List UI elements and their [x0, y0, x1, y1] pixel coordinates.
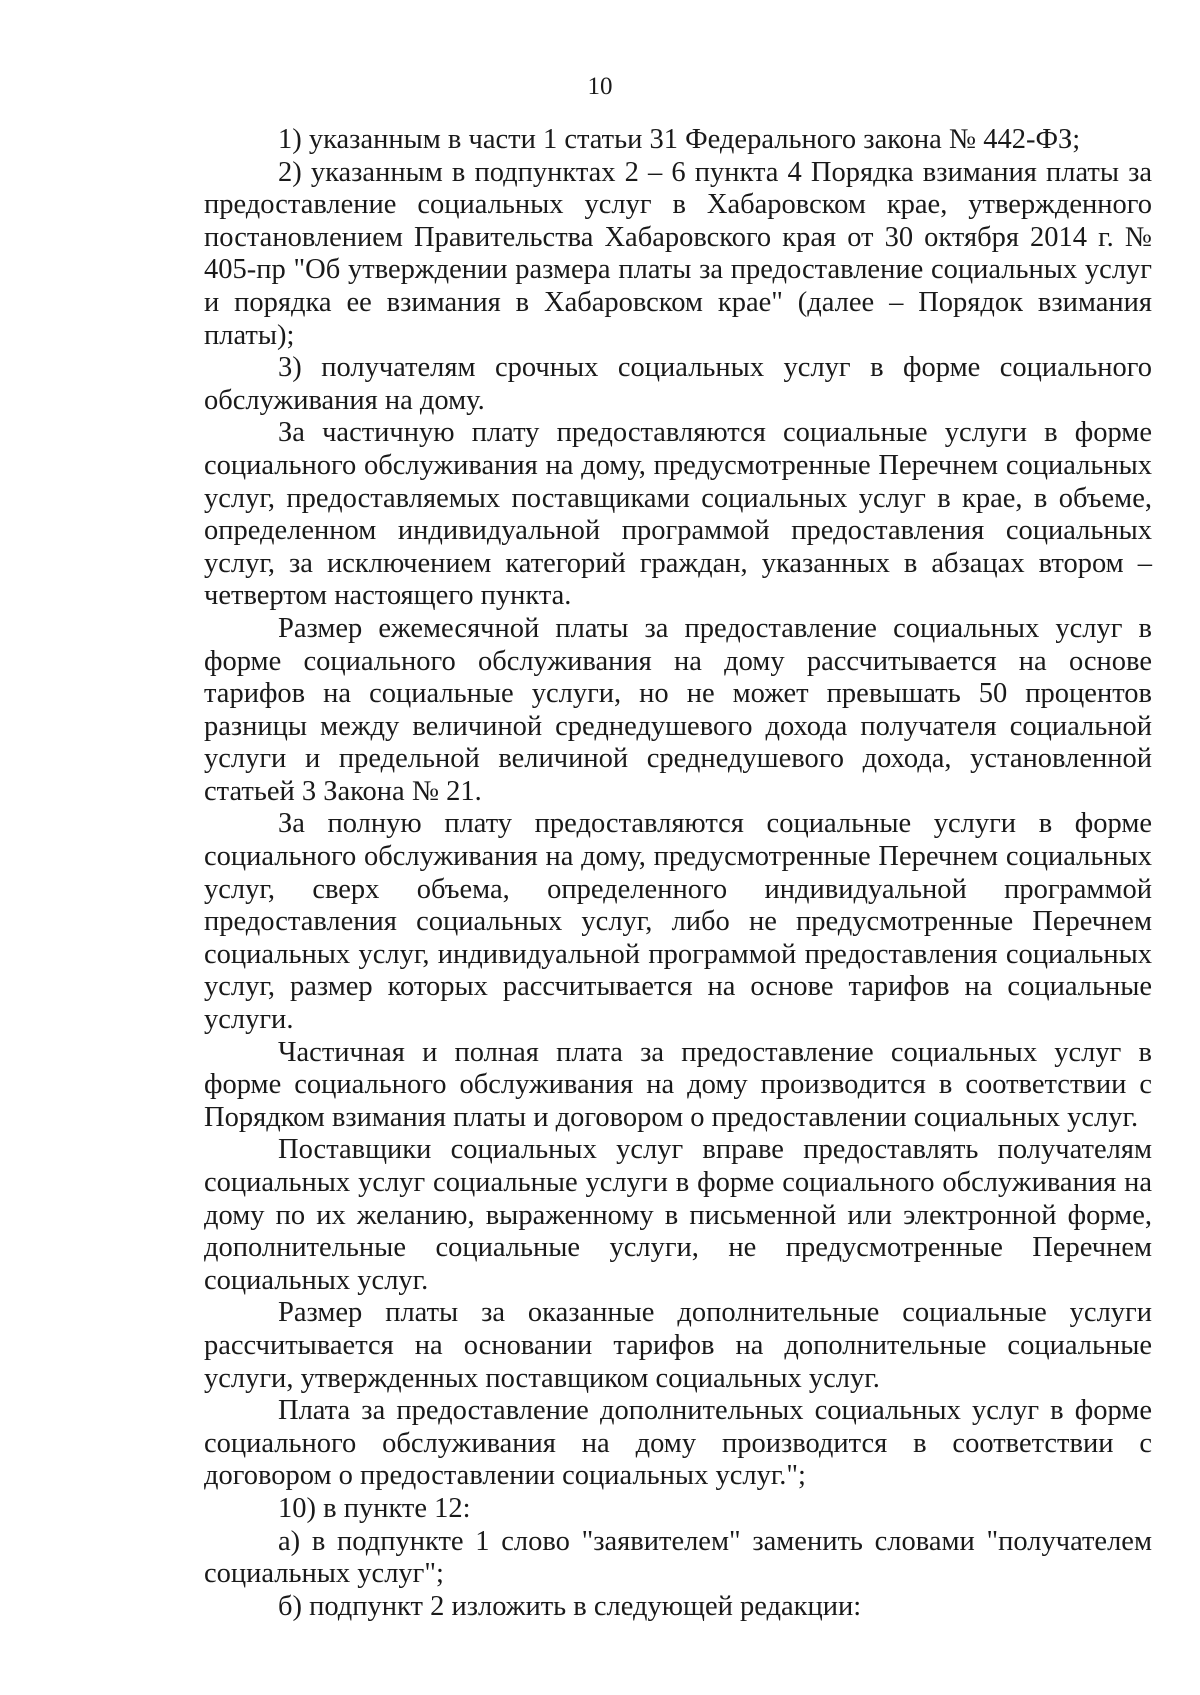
paragraph-item-3: 3) получателям срочных социальных услуг в форме социального обслуживания на дому. — [204, 352, 1152, 416]
paragraph-additional-payment: Плата за предоставление дополнительных социальных услуг в форме социального обслуживания на дому производится в соответствии с договором о предоставлении социальных услуг."; — [204, 1395, 1152, 1492]
paragraph-item-10: 10) в пункте 12: — [278, 1492, 471, 1524]
paragraph-additional-fee: Размер платы за оказанные дополнительные социальные услуги рассчитывается на основании тарифов на дополнительные социальные услуги, утвержденных поставщиком социальных услуг. — [204, 1297, 1152, 1394]
paragraph-subitem-b: б) подпункт 2 изложить в следующей редакции: — [278, 1590, 862, 1622]
paragraph-partial-payment: За частичную плату предоставляются социальные услуги в форме социального обслуживания на дому, предусмотренные Перечнем социальных услуг, предоставляемых поставщиками социальных услуг в крае, в объеме, определенном индивидуальной программой предоставления социальных услуг, за исключением категорий граждан, указанных в абзацах втором – четвертом настоящего пункта. — [204, 417, 1152, 612]
document-body — [204, 124, 1152, 1623]
paragraph-item-1: 1) указанным в части 1 статьи 31 Федерального закона № 442-ФЗ; — [278, 124, 1081, 155]
page-number: 10 — [587, 73, 613, 100]
paragraph-payment-procedure: Частичная и полная плата за предоставление социальных услуг в форме социального обслуживания на дому производится в соответствии с Порядком взимания платы и договором о предоставлении социальных услуг. — [204, 1036, 1152, 1133]
paragraph-monthly-fee: Размер ежемесячной платы за предоставление социальных услуг в форме социального обслуживания на дому рассчитывается на основе тарифов на социальные услуги, но не может превышать 50 процентов разницы между величиной среднедушевого дохода получателя социальной услуги и предельной величиной среднедушевого дохода, установленной статьей 3 Закона № 21. — [204, 612, 1152, 807]
paragraph-item-2: 2) указанным в подпунктах 2 – 6 пункта 4 Порядка взимания платы за предоставление социальных услуг в Хабаровском крае, утвержденного постановлением Правительства Хабаровского края от 30 октября 2014 г. № 405-пр "Об утверждении размера платы за предоставление социальных услуг и порядка ее взимания в Хабаровском крае" (далее – Порядок взимания платы); — [204, 156, 1152, 351]
paragraph-full-payment: За полную плату предоставляются социальные услуги в форме социального обслуживания на дому, предусмотренные Перечнем социальных услуг, сверх объема, определенного индивидуальной программой предоставления социальных услуг, либо не предусмотренные Перечнем социальных услуг, индивидуальной программой предоставления социальных услуг, размер которых рассчитывается на основе тарифов на социальные услуги. — [204, 808, 1152, 1036]
paragraph-additional-services: Поставщики социальных услуг вправе предоставлять получателям социальных услуг социальные услуги в форме социального обслуживания на дому по их желанию, выраженному в письменной или электронной форме, дополнительные социальные услуги, не предусмотренные Перечнем социальных услуг. — [204, 1134, 1152, 1296]
paragraph-subitem-a: а) в подпункте 1 слово "заявителем" заменить словами "получателем социальных услуг"; — [204, 1525, 1152, 1590]
